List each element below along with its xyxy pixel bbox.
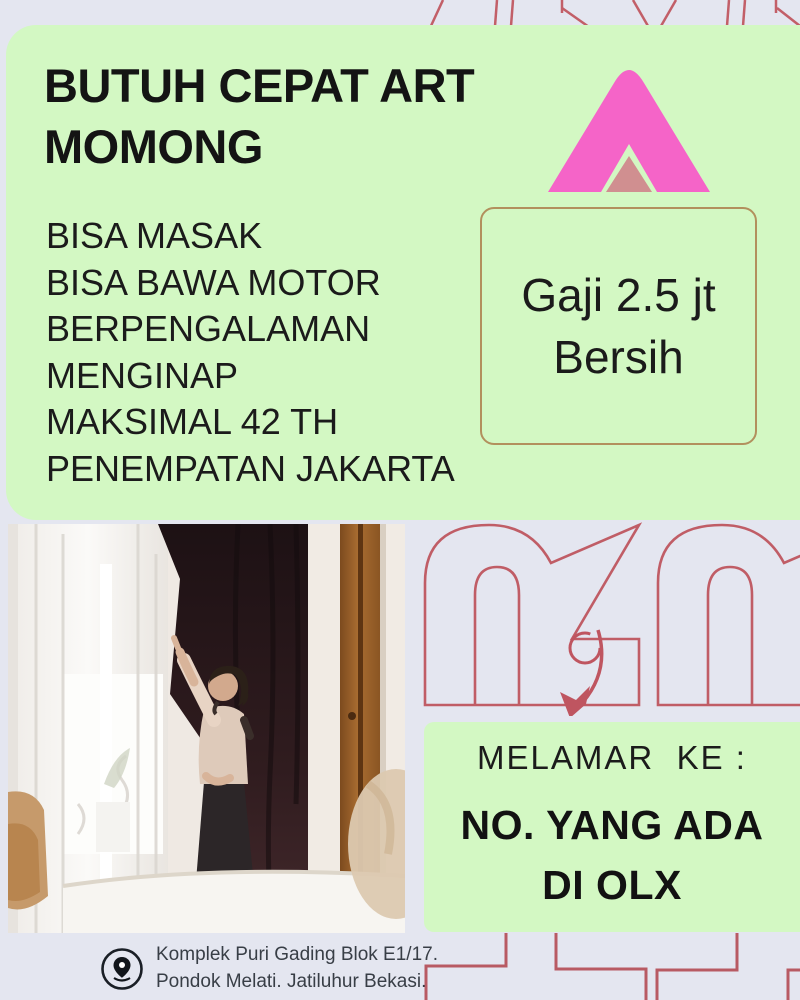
title-line-1: BUTUH CEPAT ART bbox=[44, 59, 475, 112]
salary-line-1: Gaji 2.5 jt bbox=[521, 269, 716, 321]
curved-arrow-down-doodle bbox=[560, 630, 602, 716]
salary-line-2: Bersih bbox=[553, 331, 684, 383]
housekeeper-photo bbox=[8, 524, 405, 933]
location-pin-icon bbox=[100, 947, 144, 991]
salary-box bbox=[480, 207, 757, 445]
requirement-item: BISA MASAK bbox=[46, 215, 263, 256]
poster-title bbox=[44, 55, 474, 177]
requirement-item: BISA BAWA MOTOR bbox=[46, 261, 381, 303]
apply-line-2: DI OLX bbox=[542, 862, 682, 908]
outline-letters-decoration bbox=[420, 520, 800, 716]
requirement-item: PENEMPATAN JAKARTA bbox=[46, 447, 455, 489]
address-text bbox=[156, 942, 438, 995]
top-outline-letters-decoration bbox=[0, 0, 800, 28]
apply-line-1: NO. YANG ADA bbox=[460, 802, 764, 848]
outline-letter-2 bbox=[658, 525, 800, 705]
apply-heading: MELAMAR KE : bbox=[477, 739, 747, 776]
title-line-2: MOMONG bbox=[44, 120, 263, 173]
bottom-outline-letters-decoration bbox=[420, 933, 800, 1000]
outline-letter-1 bbox=[425, 525, 639, 705]
address-line-1: Komplek Puri Gading Blok E1/17. bbox=[156, 944, 438, 965]
requirements-list bbox=[46, 213, 455, 492]
pink-chevron-logo-icon bbox=[540, 66, 718, 192]
requirement-item: MAKSIMAL 42 TH bbox=[46, 401, 339, 442]
requirement-item: BERPENGALAMAN bbox=[46, 308, 371, 349]
address-line-2: Pondok Melati. Jatiluhur Bekasi. bbox=[156, 970, 427, 992]
apply-panel bbox=[424, 722, 800, 932]
address-block bbox=[100, 942, 438, 995]
requirement-item: MENGINAP bbox=[46, 354, 239, 396]
